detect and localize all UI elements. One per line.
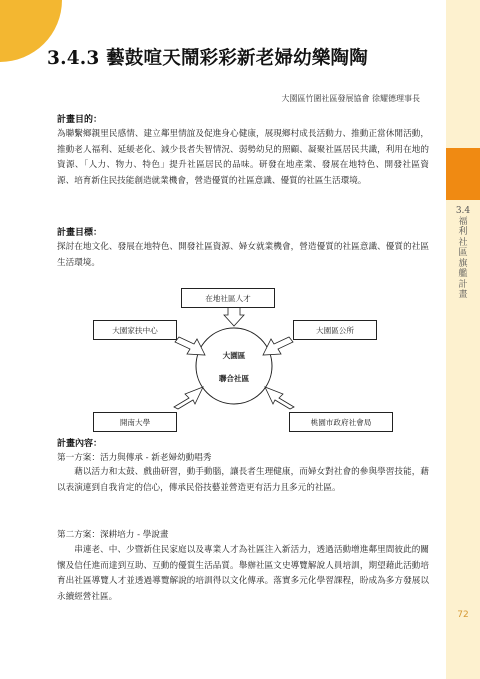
content-heading: 計畫內容： (57, 439, 103, 449)
center-label-line1: 大園區 (222, 351, 246, 360)
scheme1-title: 第一方案：活力與傳承 - 新老婦幼動唱秀 (57, 453, 212, 463)
author-line: 大園區竹圍社區發展協會 徐耀德理事長 (281, 94, 420, 103)
scheme1-paragraph: 藉以活力和太鼓、戲曲研習，動手動腦，讓長者生理健康，而婦女對社會的參與學習技能，藉以表演連到自我肯定的信心，傳承民俗技藝並營造更有活力且多元的社區。 (57, 467, 429, 493)
section-side-label: 3.4 福利社區旗艦計畫 (455, 206, 471, 300)
side-strip (446, 0, 480, 679)
page-number: 72 (457, 610, 469, 620)
purpose-heading: 計畫目的： (57, 115, 103, 125)
center-label-line2: 聯合社區 (218, 374, 250, 383)
partnership-diagram (57, 284, 429, 436)
node-kainan-university: 開南大學 (93, 412, 177, 432)
page-title: 3.4.3 藝鼓喧天鬧彩彩新老婦幼樂陶陶 (47, 48, 368, 69)
section-tab-marker (446, 148, 480, 200)
node-dayuan-family-center: 大園家扶中心 (93, 320, 177, 340)
node-social-affairs-bureau: 桃園市政府社會局 (289, 412, 393, 432)
scheme2-paragraph: 串連老、中、少暨新住民家庭以及專業人才為社區注入新活力，透過活動增進鄰里間彼此的關懷及信任進而達到互助、互動的優質生活品質。舉辦社區文史導覽解說人員培訓，期望藉此活動培育出社區導覽人才並透過導覽解說的培訓得以文化傳承。落實多元化學習課程，盼成為多方發展以永續經營社區。 (57, 545, 429, 602)
scheme2-title: 第二方案：深耕培力 - 學說畫 (57, 530, 169, 540)
goal-heading: 計畫目標： (57, 228, 103, 238)
node-local-talent: 在地社區人才 (181, 288, 275, 308)
goal-paragraph: 探討在地文化、發展在地特色、開發社區資源、婦女就業機會，營造優質的社區意識、優質的社區生活環境。 (57, 242, 429, 268)
purpose-paragraph: 為聯繫鄉親里民感情、建立鄰里情誼及促進身心健康，展現鄉村成長活動力、推動正當休閒活動，推動老人福利、延緩老化、減少長者失智情況、弱勢幼兒的照顧、凝聚社區居民共識，利用在地的資源、「人力、物力、特色」提升社區居民的品味。研發在地產業、發展在地特色、開發社區資源、培育新住民技能創造就業機會，營造優質的社區意識、優質的社區生活環境。 (57, 129, 429, 186)
node-district-office: 大園區公所 (293, 320, 377, 340)
